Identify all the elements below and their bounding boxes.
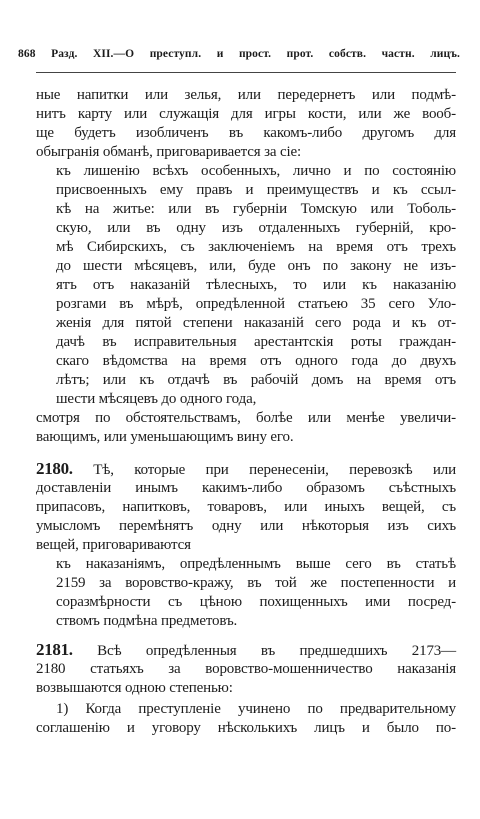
text-line: соразмѣрности съ цѣною похищенныхъ ими посред- [56,594,456,610]
text-line: къ лишенію всѣхъ особенныхъ, лично и по состоянію [56,163,456,179]
text-line: доставленіи инымъ какимъ-либо образомъ съѣстныхъ [36,480,456,496]
text-line: возвышаются одною степенью: [36,680,233,696]
text-line: кѣ на житье: или въ губерніи Томскую или Тоболь- [56,201,456,217]
text-line: 2180 статьяхъ за воровство-мошенничество наказанія [36,661,456,677]
text-line: лѣтъ; или къ отдачѣ въ рабочій домъ на время отъ [56,372,456,388]
running-header: 868 Разд. XII.—О преступл. и прост. прот. собств. частн. лицъ. [18,48,460,60]
text-line: обыгранія обманѣ, приговаривается за сіе: [36,144,302,160]
text-span: Всѣ опредѣленныя въ предшедшихъ 2173— [97,643,456,659]
text-line: припасовъ, напитковъ, товаровъ, или иныхъ вещей, съ [36,499,456,515]
article-number: 2181. [36,640,73,659]
text-line: 1) Когда преступленіе учинено по предварительному [56,701,456,717]
text-line: нитъ карту или служащія для игры кости, или же вооб- [36,106,456,122]
text-line: мѣ Сибирскихъ, съ заключеніемъ на время отъ трехъ [56,239,456,255]
text-line: розгами въ мѣрѣ, опредѣленной статьею 35 сего Уло- [56,296,456,312]
text-line: умысломъ перемѣнятъ одну или нѣкоторыя изъ сихъ [36,518,456,534]
text-line: ще будетъ изобличенъ въ какомъ-либо другомъ для [36,125,456,141]
article-first-line [36,641,456,660]
text-line: присвоенныхъ ему правъ и преимуществъ и къ ссыл- [56,182,456,198]
article-number: 2180. [36,459,73,478]
header-rule [36,72,456,73]
text-span: Тѣ, которые при перенесеніи, перевозкѣ или [93,462,457,478]
text-line: дачѣ въ исправительныя арестантскія роты граждан- [56,334,456,350]
text-line: скаго вѣдомства на время отъ одного года до двухъ [56,353,456,369]
text-line: женія для пятой степени наказаній сего рода и къ от- [56,315,456,331]
text-line: смотря по обстоятельствамъ, болѣе или менѣе увеличи- [36,410,456,426]
text-line: до шести мѣсяцевъ, или, буде онъ по закону не изъ- [56,258,456,274]
text-line: 2159 за воровство-кражу, въ той же постепенности и [56,575,456,591]
text-line: къ наказаніямъ, опредѣленнымъ выше сего въ статьѣ [56,556,456,572]
text-line: вающимъ, или уменьшающимъ вину его. [36,429,294,445]
text-line: ные напитки или зелья, или передернетъ или подмѣ- [36,87,456,103]
text-line: вещей, приговариваются [36,537,191,553]
text-line: ятъ отъ наказаній тѣлесныхъ, то или къ наказанію [56,277,456,293]
text-line: соглашенію и уговору нѣсколькихъ лицъ и было по- [36,720,456,736]
text-line: ствомъ подмѣна предметовъ. [56,613,238,629]
text-line: шести мѣсяцевъ до одного года, [56,391,257,407]
text-line: скую, или въ одну изъ отдаленныхъ губерній, кро- [56,220,456,236]
article-first-line [36,460,456,479]
